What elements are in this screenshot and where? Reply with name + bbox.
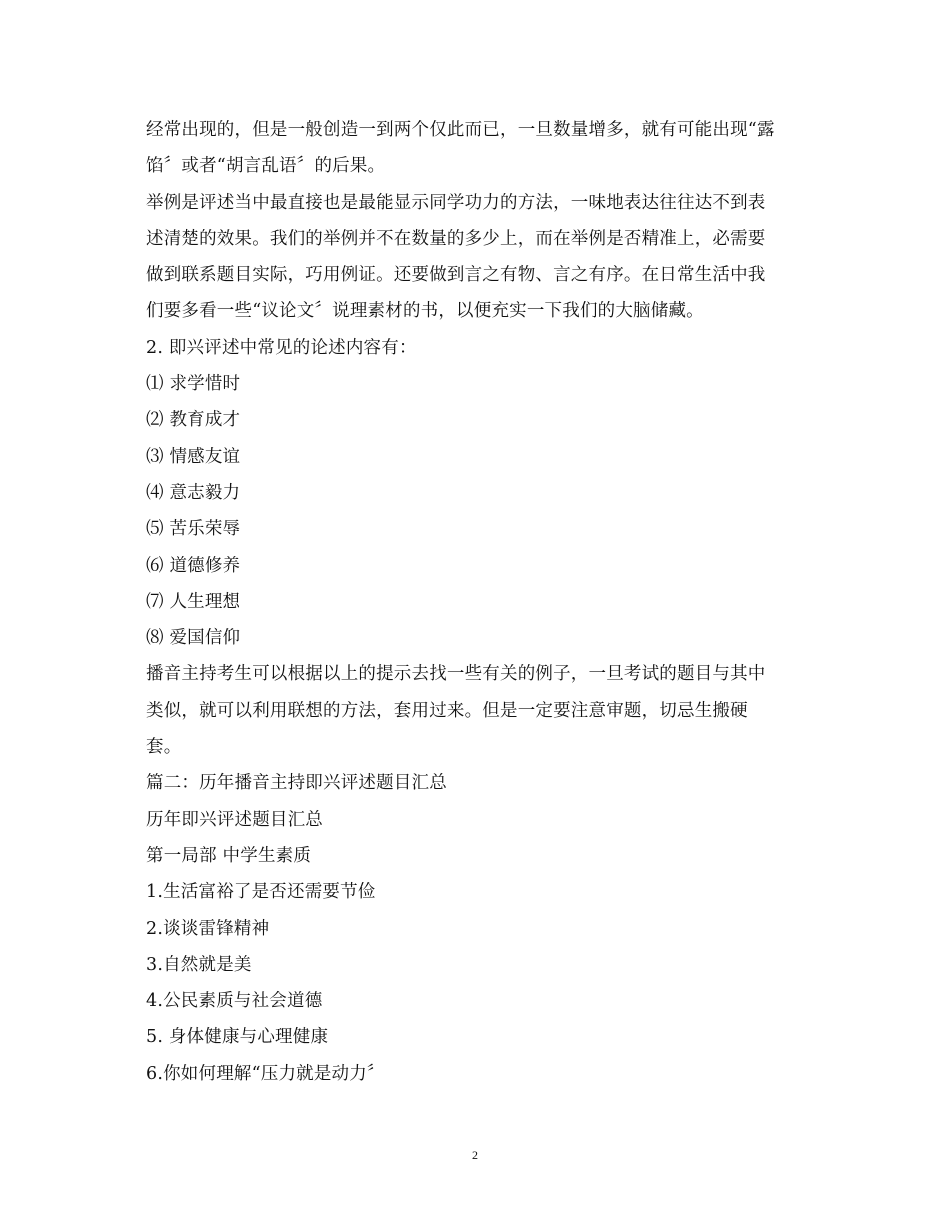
subsection-title: 历年即兴评述题目汇总 — [146, 809, 323, 830]
section-title: 篇二：历年播音主持即兴评述题目汇总 — [146, 773, 447, 794]
list-item: 2.谈谈雷锋精神 — [146, 918, 270, 939]
list-item: ⑴ 求学惜时 — [146, 374, 241, 395]
page-number: 2 — [472, 1148, 478, 1162]
list-item: 6.你如何理解“压力就是动力〞 — [146, 1063, 385, 1084]
text-line: 述清楚的效果。我们的举例并不在数量的多少上，而在举例是否精准上，必需要 — [146, 228, 766, 249]
list-item: 3.自然就是美 — [146, 954, 252, 975]
list-item: ⑶ 情感友谊 — [146, 446, 241, 467]
list-item: ⑺ 人生理想 — [146, 591, 241, 612]
list-item: ⑻ 爱国信仰 — [146, 628, 241, 649]
list-item: ⑸ 苦乐荣辱 — [146, 519, 241, 540]
list-item: ⑷ 意志毅力 — [146, 482, 241, 503]
text-line: 们要多看一些“议论文〞说理素材的书，以便充实一下我们的大脑储藏。 — [146, 301, 704, 322]
list-item: 4.公民素质与社会道德 — [146, 991, 323, 1012]
part-heading: 第一局部 中学生素质 — [146, 845, 312, 866]
list-item: 1.生活富裕了是否还需要节俭 — [146, 882, 376, 903]
text-line: 类似，就可以利用联想的方法，套用过来。但是一定要注意审题，切忌生搬硬 — [146, 700, 748, 721]
text-line: 馅〞或者“胡言乱语〞的后果。 — [146, 156, 386, 177]
list-item: ⑵ 教育成才 — [146, 410, 241, 431]
text-line: 经常出现的，但是一般创造一到两个仅此而已，一旦数量增多，就有可能出现“露 — [146, 120, 775, 140]
list-item: 5. 身体健康与心理健康 — [146, 1027, 329, 1048]
section-heading: 2. 即兴评述中常见的论述内容有： — [146, 337, 417, 358]
text-line: 举例是评述当中最直接也是最能显示同学功力的方法，一味地表达往往达不到表 — [146, 192, 766, 213]
text-line: 播音主持考生可以根据以上的提示去找一些有关的例子，一旦考试的题目与其中 — [146, 664, 766, 685]
text-line: 套。 — [146, 737, 182, 758]
document-body — [146, 112, 814, 1092]
list-item: ⑹ 道德修养 — [146, 555, 241, 576]
text-line: 做到联系题目实际，巧用例证。还要做到言之有物、言之有序。在日常生活中我 — [146, 265, 766, 286]
